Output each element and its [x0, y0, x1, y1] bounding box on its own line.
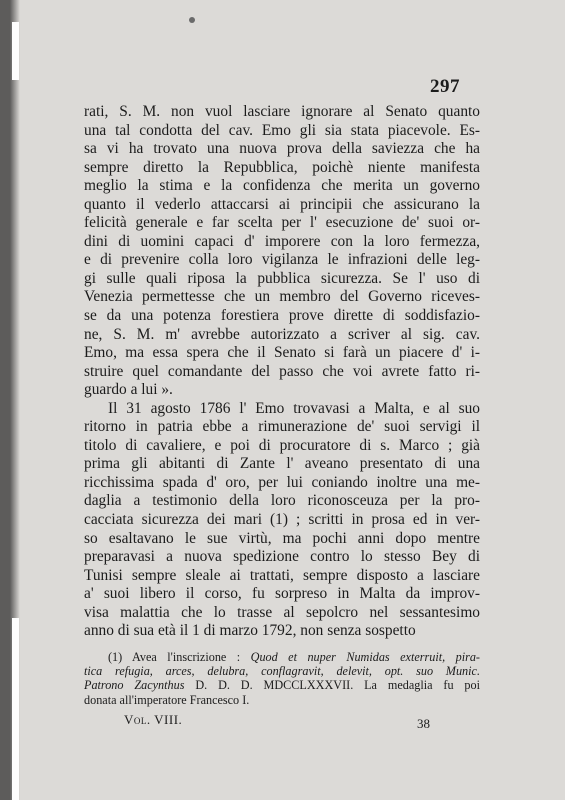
paper-speck — [189, 17, 195, 23]
footnote-inscription: Patrono Zacynthus — [84, 678, 185, 693]
text-line: una tal condotta del cav. Emo gli sia stata piacevole. Es- — [84, 121, 480, 139]
text-line: anno di sua età il 1 di marzo 1792, non senza sospetto — [84, 622, 416, 640]
text-line: quanto il vederlo attaccarsi ai principii che assicurano la — [84, 195, 480, 213]
text-line: guardo a lui ». — [84, 381, 173, 399]
footnote-text: D. D. D. MDCCLXXXVII. La medaglia fu poi — [184, 678, 480, 693]
book-page — [20, 0, 565, 800]
scan-edge-strip-top — [12, 22, 19, 80]
text-line: Venezia permettesse che un membro del Governo riceves- — [84, 288, 480, 306]
text-line: dini di uomini capaci d' imporere con la loro fermezza, — [84, 232, 480, 250]
scan-edge-strip-bottom — [12, 618, 19, 800]
text-line: Tunisi sempre sleale ai trattati, sempre disposto a lasciare — [84, 566, 480, 584]
footnote-inscription: Quod et nuper Numidas exterruit, pira- — [250, 650, 480, 664]
text-line: struire quel comandante del passo che voi avrete fatto ri- — [84, 362, 480, 380]
text-line: ricchissima spada d' oro, per lui coniando inoltre una me- — [84, 473, 480, 491]
text-line: ritorno in patria ebbe a rimunerazione de' suoi servigi il — [84, 418, 480, 436]
footnote-line: tica refugia, arces, delubra, conflagravit, delevit, opt. suo Munic. — [84, 664, 480, 679]
text-line: titolo di cavaliere, e poi di procuratore di s. Marco ; già — [84, 436, 480, 454]
text-line: rati, S. M. non vuol lasciare ignorare al Senato quanto — [84, 103, 480, 120]
page-number: 297 — [430, 76, 460, 97]
text-line: ne, S. M. m' avrebbe autorizzato a scriver al sig. cav. — [84, 325, 480, 343]
text-line: sempre diretto la Repubblica, poichè niente manifesta — [84, 158, 480, 176]
body-text — [84, 103, 480, 641]
text-line: daglia a testimonio della loro riconosceuza per la pro- — [84, 492, 480, 510]
text-line: felicità generale e far scelta per l' esecuzione de' suoi or- — [84, 214, 480, 232]
text-line: preparavasi a nuova spedizione contro lo stesso Bey di — [84, 548, 480, 566]
text-line: sa vi ha trovato una nuova prova della saviezza che ha — [84, 140, 480, 158]
signature-number: 38 — [417, 716, 430, 731]
footnote — [84, 650, 480, 707]
footnote-line — [84, 678, 480, 692]
text-line: Emo, ma essa spera che il Senato si farà un piacere d' i- — [84, 344, 480, 362]
text-line: so esaltavano le sue virtù, ma pochi anni dopo mentre — [84, 529, 480, 547]
text-line: gi sulle quali riposa la pubblica sicurezza. Se l' uso di — [84, 269, 480, 287]
text-line: a' suoi libero il corso, fu sorpreso in Malta da improv- — [84, 585, 480, 603]
text-line: Il 31 agosto 1786 l' Emo trovavasi a Malta, e al suo — [108, 399, 480, 417]
volume-signature: Vol. VIII. — [124, 712, 183, 727]
text-line: visa malattia che lo trasse al sepolcro nel sessantesimo — [84, 603, 480, 621]
footnote-line: donata all'imperatore Francesco I. — [84, 692, 250, 707]
text-line: meglio la stima e la confidenza che merita un governo — [84, 177, 480, 195]
text-line: se da una potenza forestiera prove dirette di soddisfazio- — [84, 307, 480, 325]
text-line: cacciata sicurezza dei mari (1) ; scritti in prosa ed in ver- — [84, 511, 480, 529]
footnote-line — [84, 650, 480, 664]
footnote-lead: (1) Avea l'inscrizione : — [108, 650, 251, 664]
text-line: e di prevenire colla loro vigilanza le infrazioni delle leg- — [84, 251, 480, 269]
text-line: prima gli abitanti di Zante l' aveano presentato di una — [84, 455, 480, 473]
